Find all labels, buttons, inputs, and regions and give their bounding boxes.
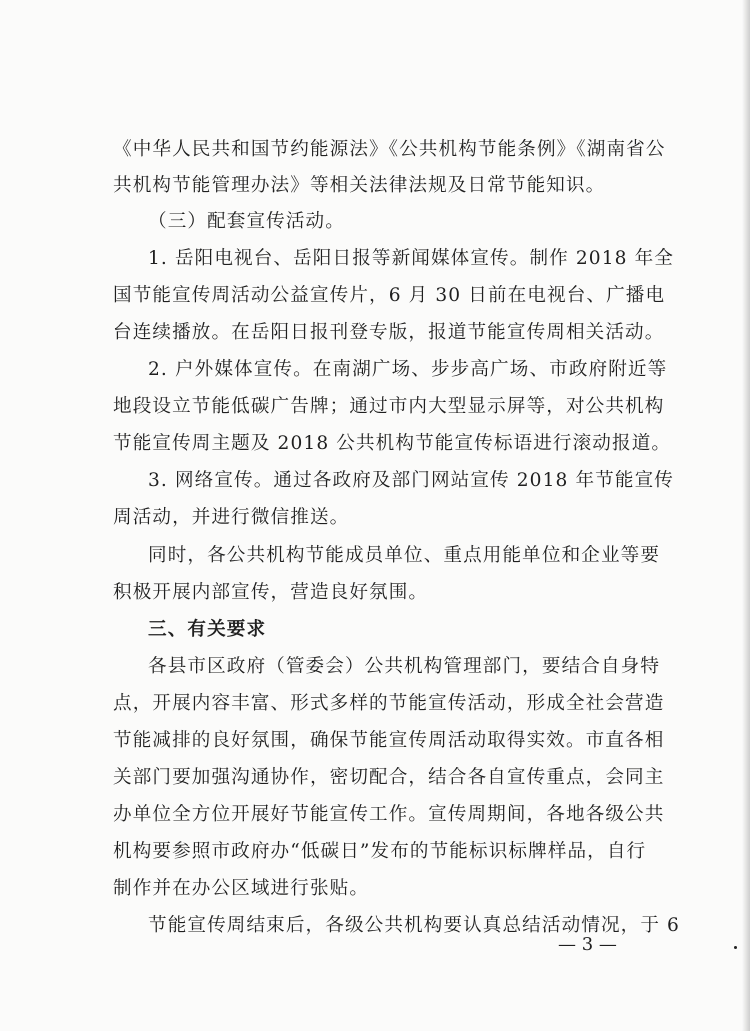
body-line-9: 节能宣传周主题及 2018 公共机构节能宣传标语进行滚动报道。 xyxy=(113,433,672,454)
body-line-6: 台连续播放。在岳阳日报刊登专版，报道节能宣传周相关活动。 xyxy=(113,322,665,343)
body-line-17: 节能减排的良好氛围，确保节能宣传周活动取得实效。市直各相 xyxy=(113,730,665,751)
body-line-8: 地段设立节能低碳广告牌；通过市内大型显示屏等，对公共机构 xyxy=(113,396,665,417)
body-line-7: 2. 户外媒体宣传。在南湖广场、步步高广场、市政府附近等 xyxy=(148,359,668,380)
body-line-22: 节能宣传周结束后，各级公共机构要认真总结活动情况，于 6 xyxy=(148,915,680,936)
body-line-15: 各县市区政府（管委会）公共机构管理部门，要结合自身特 xyxy=(148,656,661,677)
section-heading: 三、有关要求 xyxy=(148,619,267,640)
body-line-1: 《中华人民共和国节约能源法》《公共机构节能条例》《湖南省公 xyxy=(113,139,666,160)
page-number: — 3 — xyxy=(558,934,617,955)
body-line-18: 关部门要加强沟通协作，密切配合，结合各自宣传重点，会同主 xyxy=(113,767,665,788)
body-line-13: 积极开展内部宣传，营造良好氛围。 xyxy=(113,582,429,603)
body-line-2: 共机构节能管理办法》等相关法律法规及日常节能知识。 xyxy=(113,175,606,196)
body-line-20: 机构要参照市政府办“低碳日”发布的节能标识标牌样品，自行 xyxy=(113,841,647,862)
body-line-16: 点，开展内容丰富、形式多样的节能宣传活动，形成全社会营造 xyxy=(113,693,665,714)
body-line-19: 办单位全方位开展好节能宣传工作。宣传周期间，各地各级公共 xyxy=(113,804,665,825)
body-line-21: 制作并在办公区域进行张贴。 xyxy=(113,878,370,899)
body-line-12: 同时，各公共机构节能成员单位、重点用能单位和企业等要 xyxy=(148,545,661,566)
body-line-5: 国节能宣传周活动公益宣传片，6 月 30 日前在电视台、广播电 xyxy=(113,285,666,306)
body-line-4: 1. 岳阳电视台、岳阳日报等新闻媒体宣传。制作 2018 年全 xyxy=(148,248,674,269)
scan-edge-shadow xyxy=(742,0,750,1031)
body-line-11: 周活动，并进行微信推送。 xyxy=(113,507,350,528)
subsection-heading: （三）配套宣传活动。 xyxy=(148,211,345,232)
scan-speck xyxy=(734,946,737,949)
body-line-10: 3. 网络宣传。通过各政府及部门网站宣传 2018 年节能宣传 xyxy=(148,470,674,491)
